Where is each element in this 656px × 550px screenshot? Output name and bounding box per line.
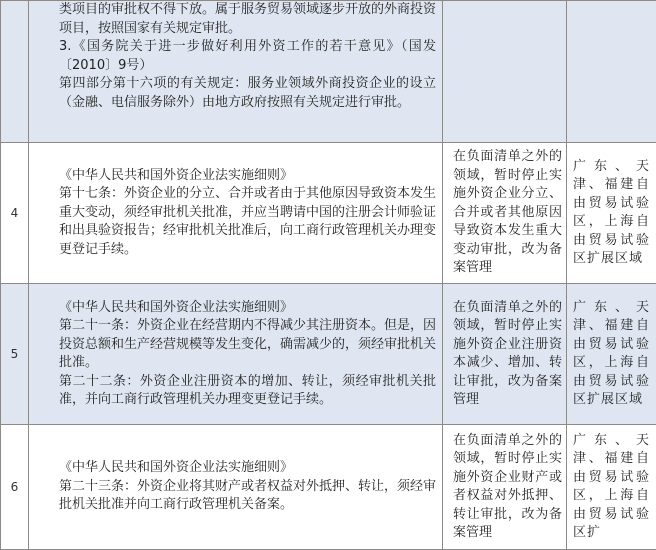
row-number: 6 (1, 425, 29, 550)
row-number: 5 (1, 284, 29, 425)
table-row (1, 143, 656, 284)
management-cell (443, 1, 567, 143)
law-text (29, 425, 443, 550)
law-text (29, 143, 443, 284)
law-text (29, 284, 443, 425)
law-line: 第十七条：外资企业的分立、合并或者由于其他原因导致资本发生重大变动，须经审批机关批准，并应当聘请中国的注册会计师验证和出具验资报告；经审批机关批准后，向工商行政管理机关办理变更登记手续。 (59, 185, 436, 259)
area-cell (567, 1, 656, 143)
law-text (29, 1, 443, 143)
law-line: 第二十二条：外资企业注册资本的增加、转让，须经审批机关批准，并向工商行政管理机关办理变更登记手续。 (59, 373, 436, 410)
row-number: 4 (1, 143, 29, 284)
law-line: 3.《国务院关于进一步做好利用外资工作的若干意见》（国发〔2010〕9号） (59, 38, 436, 75)
law-line: 第二十一条：外资企业在经营期内不得减少其注册资本。但是，因投资总额和生产经营规模等发生变化，确需减少的，须经审批机关批准。 (59, 317, 436, 373)
area-cell: 广东、天津、福建自由贸易试验区，上海自由贸易试验区扩 (567, 425, 656, 550)
law-line: 《中华人民共和国外资企业法实施细则》 (59, 459, 436, 478)
law-line: 类项目的审批权不得下放。属于服务贸易领域逐步开放的外商投资项目，按照国家有关规定审批。 (59, 1, 436, 38)
management-cell: 在负面清单之外的领域，暂时停止实施外资企业注册资本减少、增加、转让审批，改为备案管理 (443, 284, 567, 425)
row-number (1, 1, 29, 143)
area-cell: 广东、天津、福建自由贸易试验区，上海自由贸易试验区扩展区域 (567, 143, 656, 284)
table-row (1, 284, 656, 425)
law-line: 《中华人民共和国外资企业法实施细则》 (59, 167, 436, 186)
table-row (1, 1, 656, 143)
area-cell: 广东、天津、福建自由贸易试验区，上海自由贸易试验区扩展区域 (567, 284, 656, 425)
law-line: 第二十三条：外资企业将其财产或者权益对外抵押、转让，须经审批机关批准并向工商行政管理机关备案。 (59, 478, 436, 515)
management-cell: 在负面清单之外的领域，暂时停止实施外资企业分立、合并或者其他原因导致资本发生重大变动审批，改为备案管理 (443, 143, 567, 284)
law-line: 第四部分第十六项的有关规定：服务业领域外商投资企业的设立（金融、电信服务除外）由地方政府按照有关规定进行审批。 (59, 75, 436, 112)
table-row (1, 425, 656, 550)
law-line: 《中华人民共和国外资企业法实施细则》 (59, 299, 436, 318)
management-cell: 在负面清单之外的领域，暂时停止实施外资企业财产或者权益对外抵押、转让审批，改为备案管理 (443, 425, 567, 550)
